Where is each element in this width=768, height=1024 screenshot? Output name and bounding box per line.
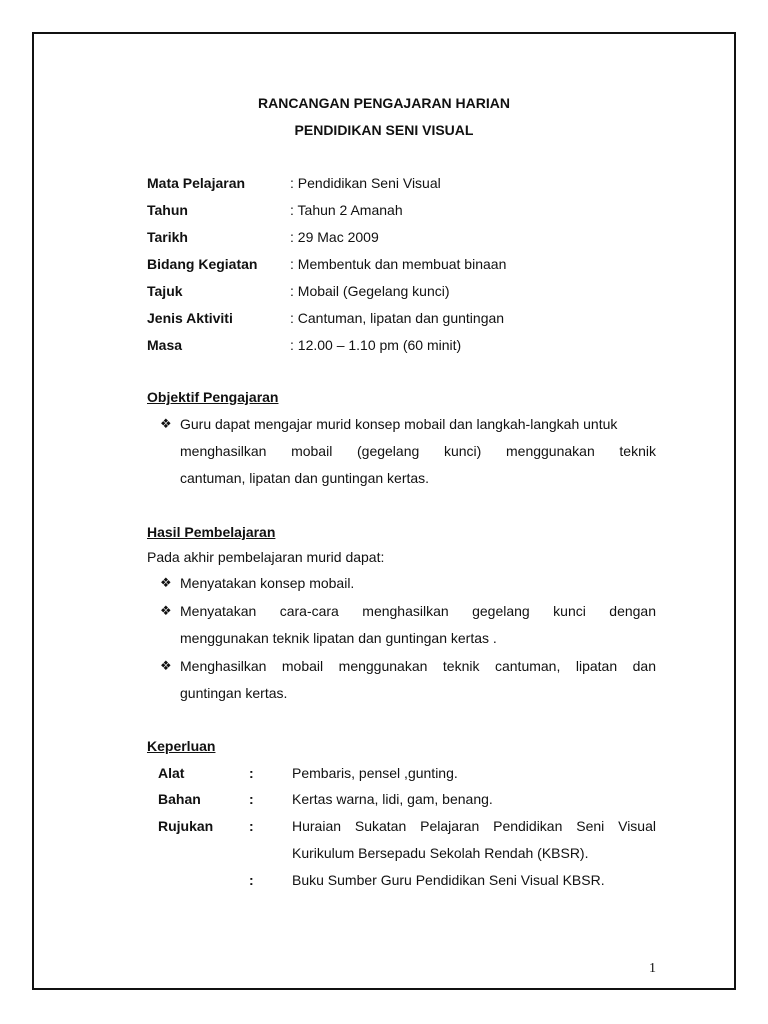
section-heading-hasil: Hasil Pembelajaran [147, 524, 276, 540]
keperluan-label-bahan: Bahan [158, 791, 201, 807]
document-subtitle: PENDIDIKAN SENI VISUAL [294, 122, 474, 138]
info-label-bidang-kegiatan: Bidang Kegiatan [147, 256, 258, 272]
objektif-line: cantuman, lipatan dan guntingan kertas. [180, 470, 430, 486]
keperluan-value-rujukan: Huraian Sukatan Pelajaran Pendidikan Seni Visual [292, 818, 656, 834]
info-value-mata-pelajaran: : Pendidikan Seni Visual [290, 175, 441, 191]
info-value-jenis-aktiviti: : Cantuman, lipatan dan guntingan [290, 310, 505, 326]
keperluan-colon: : [249, 818, 254, 834]
hasil-item-continuation: menggunakan teknik lipatan dan guntingan kertas . [180, 630, 497, 646]
document-page [32, 32, 736, 990]
diamond-bullet-icon: ❖ [160, 416, 172, 431]
info-value-bidang-kegiatan: : Membentuk dan membuat binaan [290, 256, 507, 272]
objektif-line: menghasilkan mobail (gegelang kunci) menggunakan teknik [180, 443, 656, 459]
hasil-item-continuation: guntingan kertas. [180, 685, 288, 701]
diamond-bullet-icon: ❖ [160, 603, 172, 618]
hasil-item: Menghasilkan mobail menggunakan teknik cantuman, lipatan dan [180, 658, 656, 674]
keperluan-value-rujukan-2: Buku Sumber Guru Pendidikan Seni Visual KBSR. [292, 872, 605, 888]
keperluan-value-alat: Pembaris, pensel ,gunting. [292, 765, 458, 781]
document-title: RANCANGAN PENGAJARAN HARIAN [257, 95, 510, 111]
info-label-tahun: Tahun [147, 202, 188, 218]
info-label-masa: Masa [147, 337, 183, 353]
keperluan-label-alat: Alat [158, 765, 185, 781]
keperluan-colon: : [249, 765, 254, 781]
section-heading-keperluan: Keperluan [147, 738, 216, 754]
info-value-tarikh: : 29 Mac 2009 [290, 229, 379, 245]
diamond-bullet-icon: ❖ [160, 575, 172, 590]
info-label-tarikh: Tarikh [147, 229, 188, 245]
hasil-item: Menyatakan cara-cara menghasilkan gegelang kunci dengan [180, 603, 656, 619]
objektif-line: Guru dapat mengajar murid konsep mobail dan langkah-langkah untuk [180, 416, 618, 432]
info-label-tajuk: Tajuk [147, 283, 183, 299]
keperluan-colon: : [249, 872, 254, 888]
info-value-tahun: : Tahun 2 Amanah [290, 202, 403, 218]
info-label-jenis-aktiviti: Jenis Aktiviti [147, 310, 233, 326]
keperluan-value-rujukan-continuation: Kurikulum Bersepadu Sekolah Rendah (KBSR). [292, 845, 589, 861]
info-value-masa: : 12.00 – 1.10 pm (60 minit) [290, 337, 462, 353]
section-heading-objektif: Objektif Pengajaran [147, 389, 279, 405]
diamond-bullet-icon: ❖ [160, 658, 172, 673]
info-value-tajuk: : Mobail (Gegelang kunci) [290, 283, 450, 299]
info-label-mata-pelajaran: Mata Pelajaran [147, 175, 246, 191]
keperluan-colon: : [249, 791, 254, 807]
hasil-item: Menyatakan konsep mobail. [180, 575, 355, 591]
page-number: 1 [649, 961, 656, 976]
hasil-intro: Pada akhir pembelajaran murid dapat: [147, 549, 385, 565]
keperluan-value-bahan: Kertas warna, lidi, gam, benang. [292, 791, 493, 807]
keperluan-label-rujukan: Rujukan [158, 818, 214, 834]
